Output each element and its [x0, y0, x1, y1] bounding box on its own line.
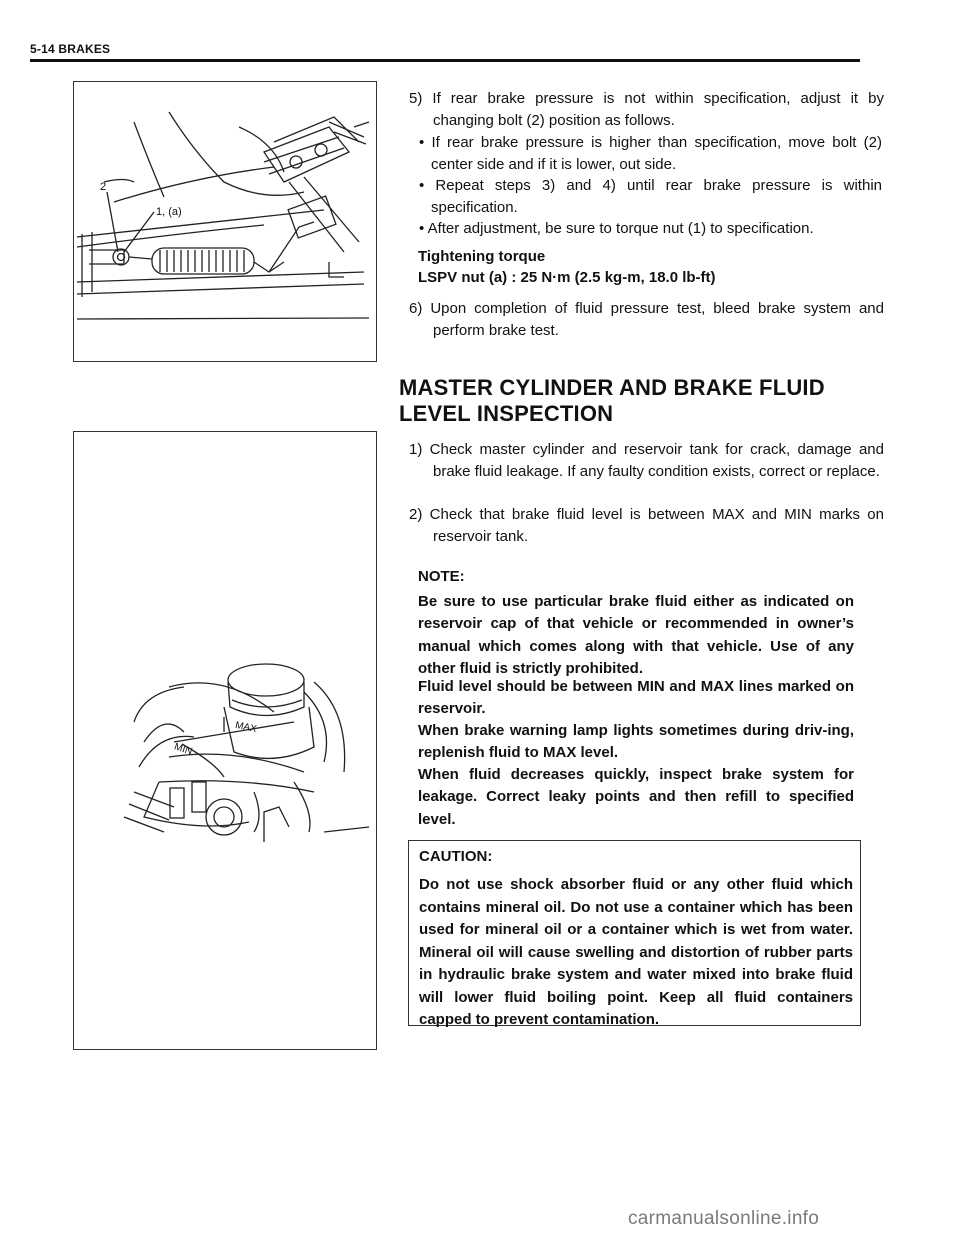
nut-callout: 1, (a) — [156, 206, 182, 218]
section-title-line-1: MASTER CYLINDER AND BRAKE FLUID — [399, 375, 825, 400]
note-paragraph-3: When brake warning lamp lights sometimes during driv-ing, replenish fluid to MAX level. — [418, 722, 854, 762]
caution-title: CAUTION: — [419, 848, 493, 865]
step-5-bullet-2: • Repeat steps 3) and 4) until rear brake pressure is within specification. — [419, 177, 882, 216]
note-paragraph-4: When fluid decreases quickly, inspect brake system for leakage. Correct leaky points and then refill to specified level. — [418, 766, 854, 828]
section-title — [399, 375, 869, 427]
torque-label: Tightening torque — [418, 248, 546, 265]
max-mark: MAX — [234, 719, 258, 736]
note-paragraph-1: Be sure to use particular brake fluid either as indicated on reservoir cap of that vehicle or recommended in owner’s manual which comes along with that vehicle. Use of any other fluid is strictly prohibited. — [418, 593, 854, 677]
header-rule — [30, 59, 860, 62]
page-header: 5-14 BRAKES — [30, 42, 111, 56]
step-5-bullet-1: • If rear brake pressure is higher than specification, move bolt (2) center side and if it is lower, out side. — [419, 134, 882, 173]
caution-box — [408, 840, 861, 1026]
section-title-line-2: LEVEL INSPECTION — [399, 401, 614, 426]
bolt-callout: 2 — [100, 181, 107, 193]
master-cylinder-illustration — [73, 431, 377, 1050]
step-5: 5) If rear brake pressure is not within specification, adjust it by changing bolt (2) position as follows. — [409, 90, 884, 129]
lspv-illustration — [73, 81, 377, 362]
step-6: 6) Upon completion of fluid pressure test, bleed brake system and perform brake test. — [409, 300, 884, 339]
torque-value: LSPV nut (a) : 25 N·m (2.5 kg-m, 18.0 lb-ft) — [418, 269, 716, 286]
step-2: 2) Check that brake fluid level is between MAX and MIN marks on reservoir tank. — [409, 506, 884, 545]
step-1: 1) Check master cylinder and reservoir tank for crack, damage and brake fluid leakage. If any faulty condition exists, correct or replace. — [409, 441, 884, 480]
caution-text: Do not use shock absorber fluid or any other fluid which contains mineral oil. Do not use a container which has been used for mineral oil or a container which is wet from water. Mineral oil will cause swelling and distortion of rubber parts in hydraulic brake system and water mixed into brake fluid will lower fluid boiling point. Keep all fluid containers capped to prevent contamination. — [419, 876, 853, 1028]
watermark: carmanualsonline.info — [628, 1208, 820, 1229]
note-paragraph-2: Fluid level should be between MIN and MAX lines marked on reservoir. — [418, 678, 854, 718]
note-title: NOTE: — [418, 568, 465, 585]
step-5-bullet-3: • After adjustment, be sure to torque nut (1) to specification. — [419, 220, 814, 237]
min-mark: MIN — [172, 741, 194, 758]
